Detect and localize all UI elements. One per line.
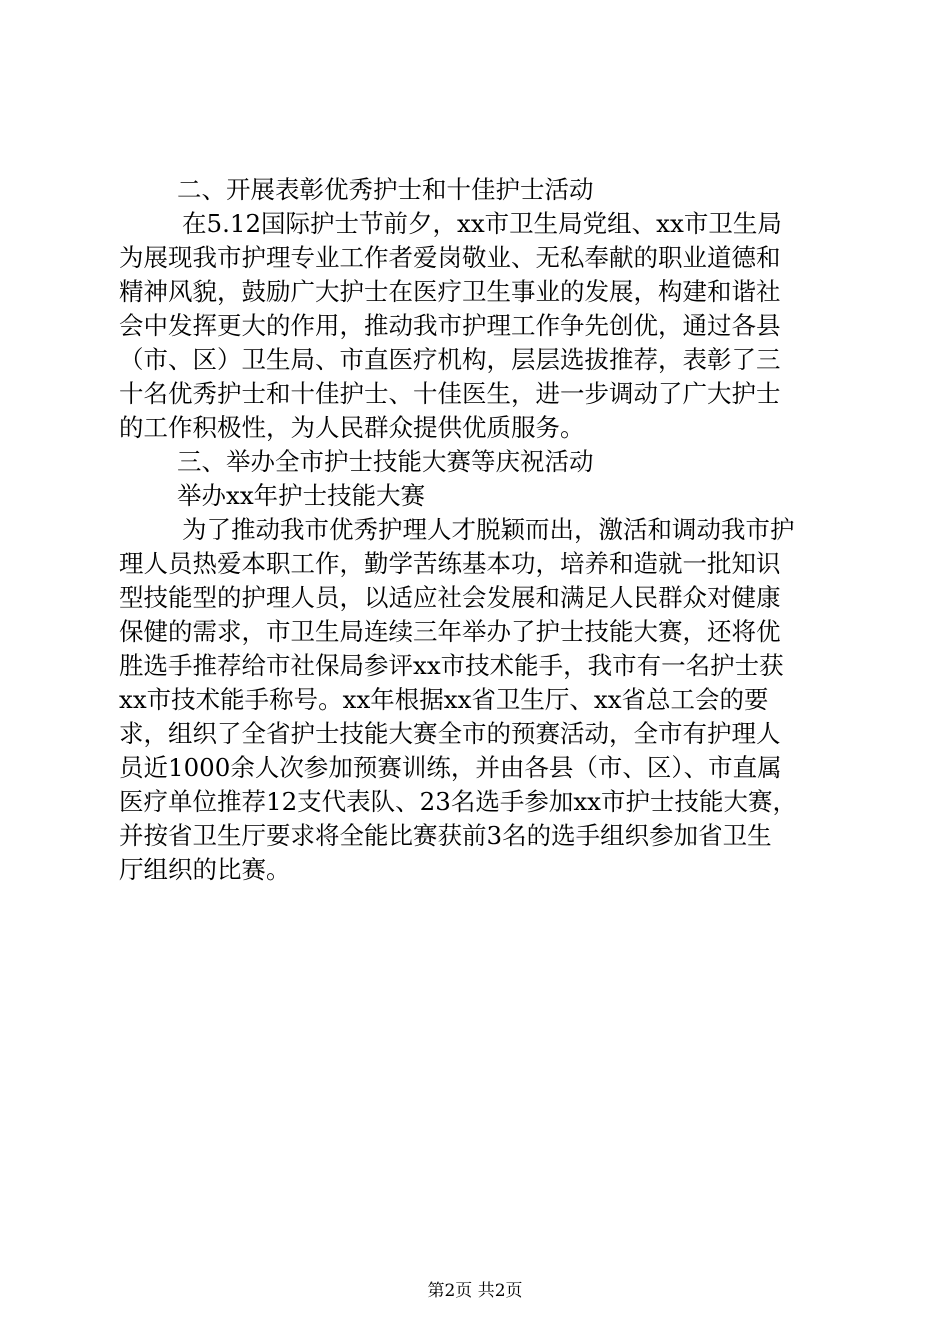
section-subheading: 举办xx年护士技能大赛 — [177, 481, 426, 510]
paragraph-line: 胜选手推荐给市社保局参评xx市技术能手，我市有一名护士获 — [119, 651, 784, 680]
paragraph-line: 精神风貌，鼓励广大护士在医疗卫生事业的发展，构建和谐社 — [119, 277, 781, 306]
paragraph-line: 理人员热爱本职工作，勤学苦练基本功，培养和造就一批知识 — [119, 549, 781, 578]
paragraph-line: 会中发挥更大的作用，推动我市护理工作争先创优，通过各县 — [119, 311, 781, 340]
paragraph-line: 并按省卫生厅要求将全能比赛获前3名的选手组织参加省卫生 — [119, 821, 772, 850]
section-heading: 二、开展表彰优秀护士和十佳护士活动 — [177, 175, 594, 204]
paragraph-line: 在5.12国际护士节前夕，xx市卫生局党组、xx市卫生局 — [182, 209, 782, 238]
paragraph-line: （市、区）卫生局、市直医疗机构，层层选拔推荐，表彰了三 — [119, 345, 781, 374]
page-footer: 第2页 共2页 — [427, 1281, 523, 1301]
paragraph-line: 为展现我市护理专业工作者爱岗敬业、无私奉献的职业道德和 — [119, 243, 781, 272]
paragraph-line: 求，组织了全省护士技能大赛全市的预赛活动，全市有护理人 — [119, 719, 781, 748]
section-heading: 三、举办全市护士技能大赛等庆祝活动 — [177, 447, 594, 476]
paragraph-line: 员近1000余人次参加预赛训练，并由各县（市、区）、市直属 — [119, 753, 782, 782]
paragraph-line: 为了推动我市优秀护理人才脱颖而出，激活和调动我市护 — [182, 515, 795, 544]
paragraph-line: 保健的需求，市卫生局连续三年举办了护士技能大赛，还将优 — [119, 617, 781, 646]
paragraph-line: 十名优秀护士和十佳护士、十佳医生，进一步调动了广大护士 — [119, 379, 781, 408]
paragraph-line: 型技能型的护理人员，以适应社会发展和满足人民群众对健康 — [119, 583, 781, 612]
paragraph-line: xx市技术能手称号。xx年根据xx省卫生厅、xx省总工会的要 — [119, 685, 769, 714]
paragraph-line: 厅组织的比赛。 — [119, 855, 291, 884]
paragraph-line: 医疗单位推荐12支代表队、23名选手参加xx市护士技能大赛， — [119, 787, 797, 816]
paragraph-line: 的工作积极性，为人民群众提供优质服务。 — [119, 413, 585, 442]
